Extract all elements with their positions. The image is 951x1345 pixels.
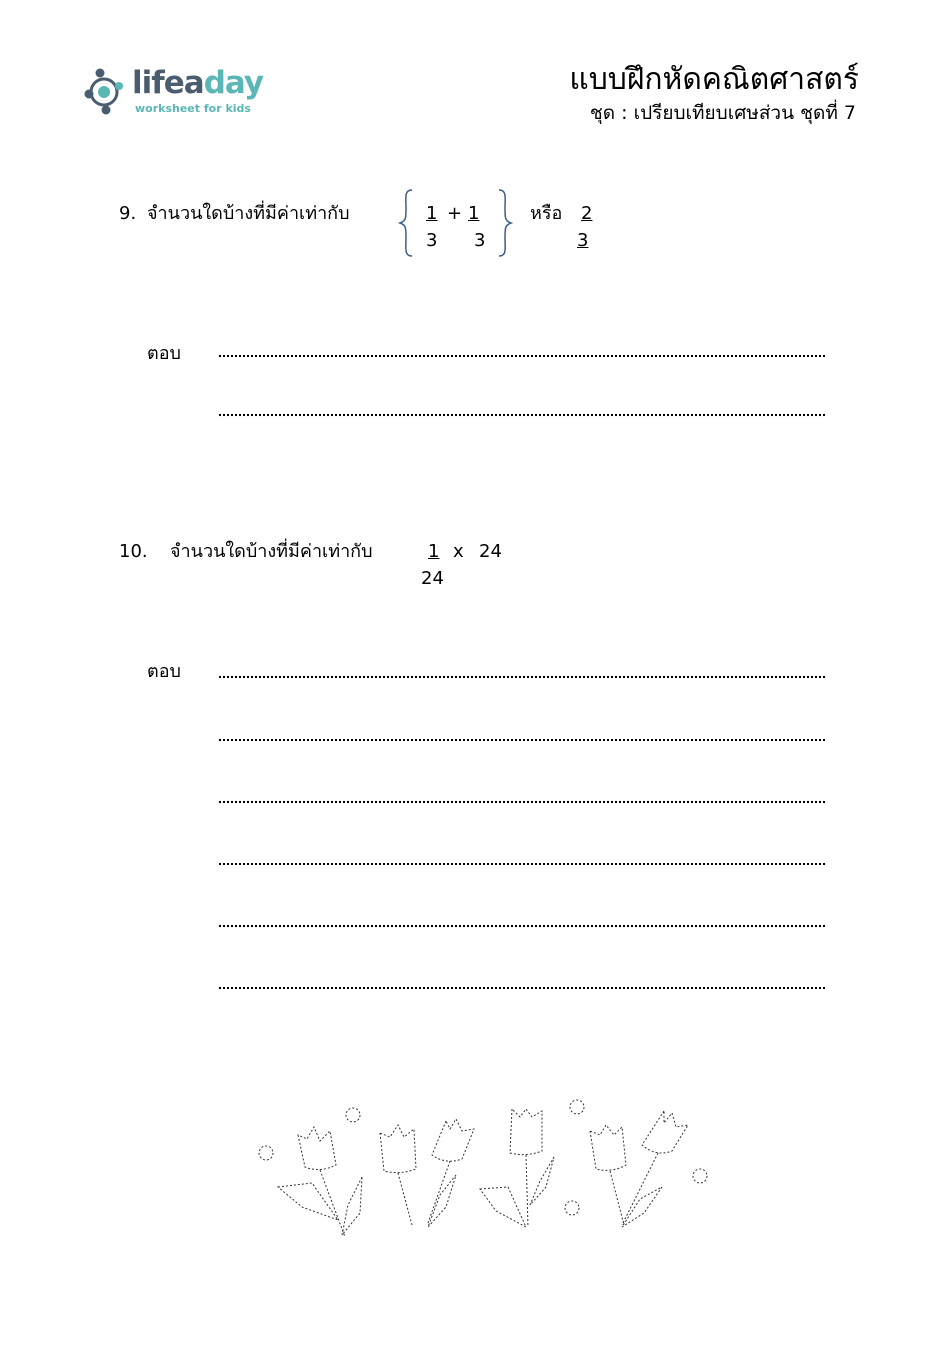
q9-plus-operator: +	[447, 203, 463, 224]
q10-answer-label: ตอบ	[147, 661, 181, 682]
page-subtitle: ชุด : เปรียบเทียบเศษส่วน ชุดที่ 7	[589, 102, 856, 124]
q10-fraction-denominator: 24	[421, 568, 444, 589]
q9-fraction-1-denominator: 3	[426, 230, 438, 251]
logo-molecule-icon	[82, 66, 132, 118]
logo-tagline: worksheet for kids	[135, 102, 251, 115]
q9-fraction-2-denominator: 3	[474, 230, 486, 251]
tulip-tracing-illustration	[250, 1095, 720, 1245]
q9-fraction-3-denominator: 3	[577, 230, 589, 251]
lifeaday-logo	[82, 64, 282, 124]
q9-fraction-3-numerator: 2	[581, 203, 593, 224]
q9-fraction-1-numerator: 1	[426, 203, 438, 224]
q10-factor: 24	[479, 541, 502, 562]
right-brace-icon	[497, 188, 513, 258]
q10-multiply-operator: x	[453, 541, 464, 562]
q10-fraction-numerator: 1	[428, 541, 440, 562]
q10-answer-line-2[interactable]	[218, 738, 826, 742]
question-9-text: จำนวนใดบ้างที่มีค่าเท่ากับ	[147, 203, 350, 224]
logo-wordmark: lifeaday	[132, 65, 264, 101]
left-brace-icon	[398, 188, 414, 258]
q10-answer-line-6[interactable]	[218, 986, 826, 990]
page-title: แบบฝึกหัดคณิตศาสตร์	[569, 62, 859, 97]
q10-answer-line-3[interactable]	[218, 800, 826, 804]
q9-answer-line-2[interactable]	[218, 413, 826, 417]
q10-answer-line-5[interactable]	[218, 924, 826, 928]
q10-answer-line-4[interactable]	[218, 862, 826, 866]
q9-answer-line-1[interactable]	[218, 354, 826, 358]
q9-fraction-2-numerator: 1	[468, 203, 480, 224]
question-10-number: 10.	[119, 541, 148, 562]
question-9-number: 9.	[119, 203, 137, 224]
question-10-text: จำนวนใดบ้างที่มีค่าเท่ากับ	[170, 541, 373, 562]
q9-answer-label: ตอบ	[147, 343, 181, 364]
q10-answer-line-1[interactable]	[218, 675, 826, 679]
q9-or-connector: หรือ	[530, 203, 563, 224]
